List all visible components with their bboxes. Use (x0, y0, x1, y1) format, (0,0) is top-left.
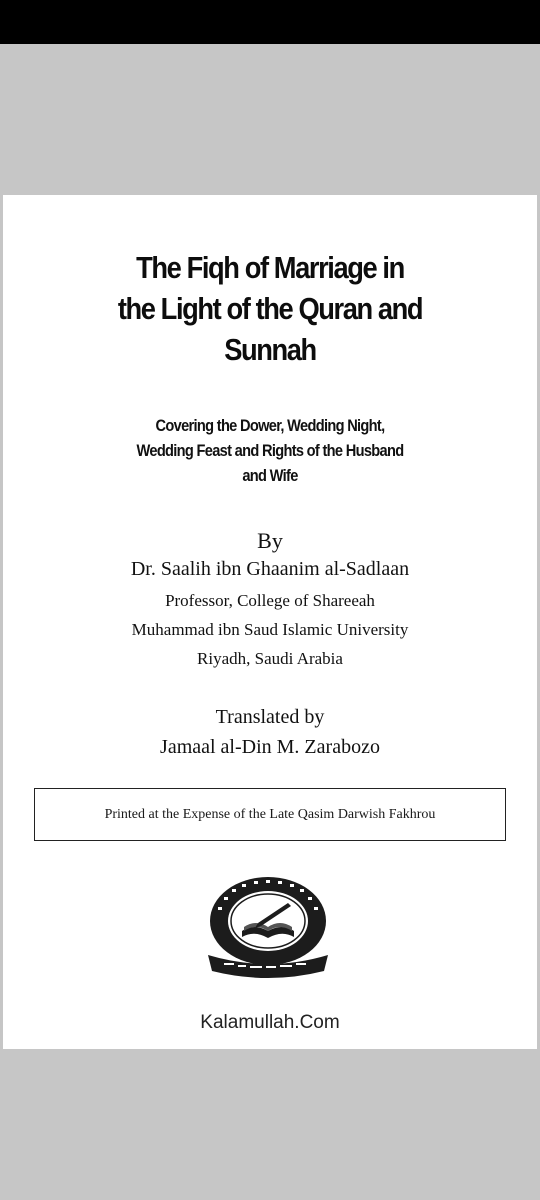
book-title-line: the Light of the Quran and (117, 291, 423, 326)
author-affiliation: Muhammad ibn Saud Islamic University (131, 620, 409, 639)
book-subtitle-line: and Wife (242, 466, 298, 485)
book-title-line: Sunnah (224, 332, 316, 367)
book-and-pen-emblem-icon (202, 875, 334, 981)
top-black-bar (0, 0, 540, 44)
book-subtitle (40, 413, 499, 488)
website-link[interactable]: Kalamullah.Com (200, 1012, 340, 1033)
by-label: By (257, 528, 283, 553)
publisher-logo (202, 875, 334, 981)
book-subtitle-line: Wedding Feast and Rights of the Husband (136, 441, 404, 460)
author-name: Dr. Saalih ibn Ghaanim al-Sadlaan (130, 558, 410, 580)
book-title-line: The Fiqh of Marriage in (136, 250, 404, 285)
author-affiliation: Riyadh, Saudi Arabia (197, 649, 343, 668)
translator-name: Jamaal al-Din M. Zarabozo (160, 736, 380, 758)
author-affiliation: Professor, College of Shareeah (165, 591, 375, 610)
book-subtitle-line: Covering the Dower, Wedding Night, (155, 416, 385, 435)
translated-by-label: Translated by (215, 706, 325, 728)
printed-note: Printed at the Expense of the Late Qasim Darwish Fakhrou (104, 806, 436, 822)
book-title (35, 247, 505, 370)
document-page (3, 195, 537, 1049)
printed-note-box (34, 788, 506, 841)
